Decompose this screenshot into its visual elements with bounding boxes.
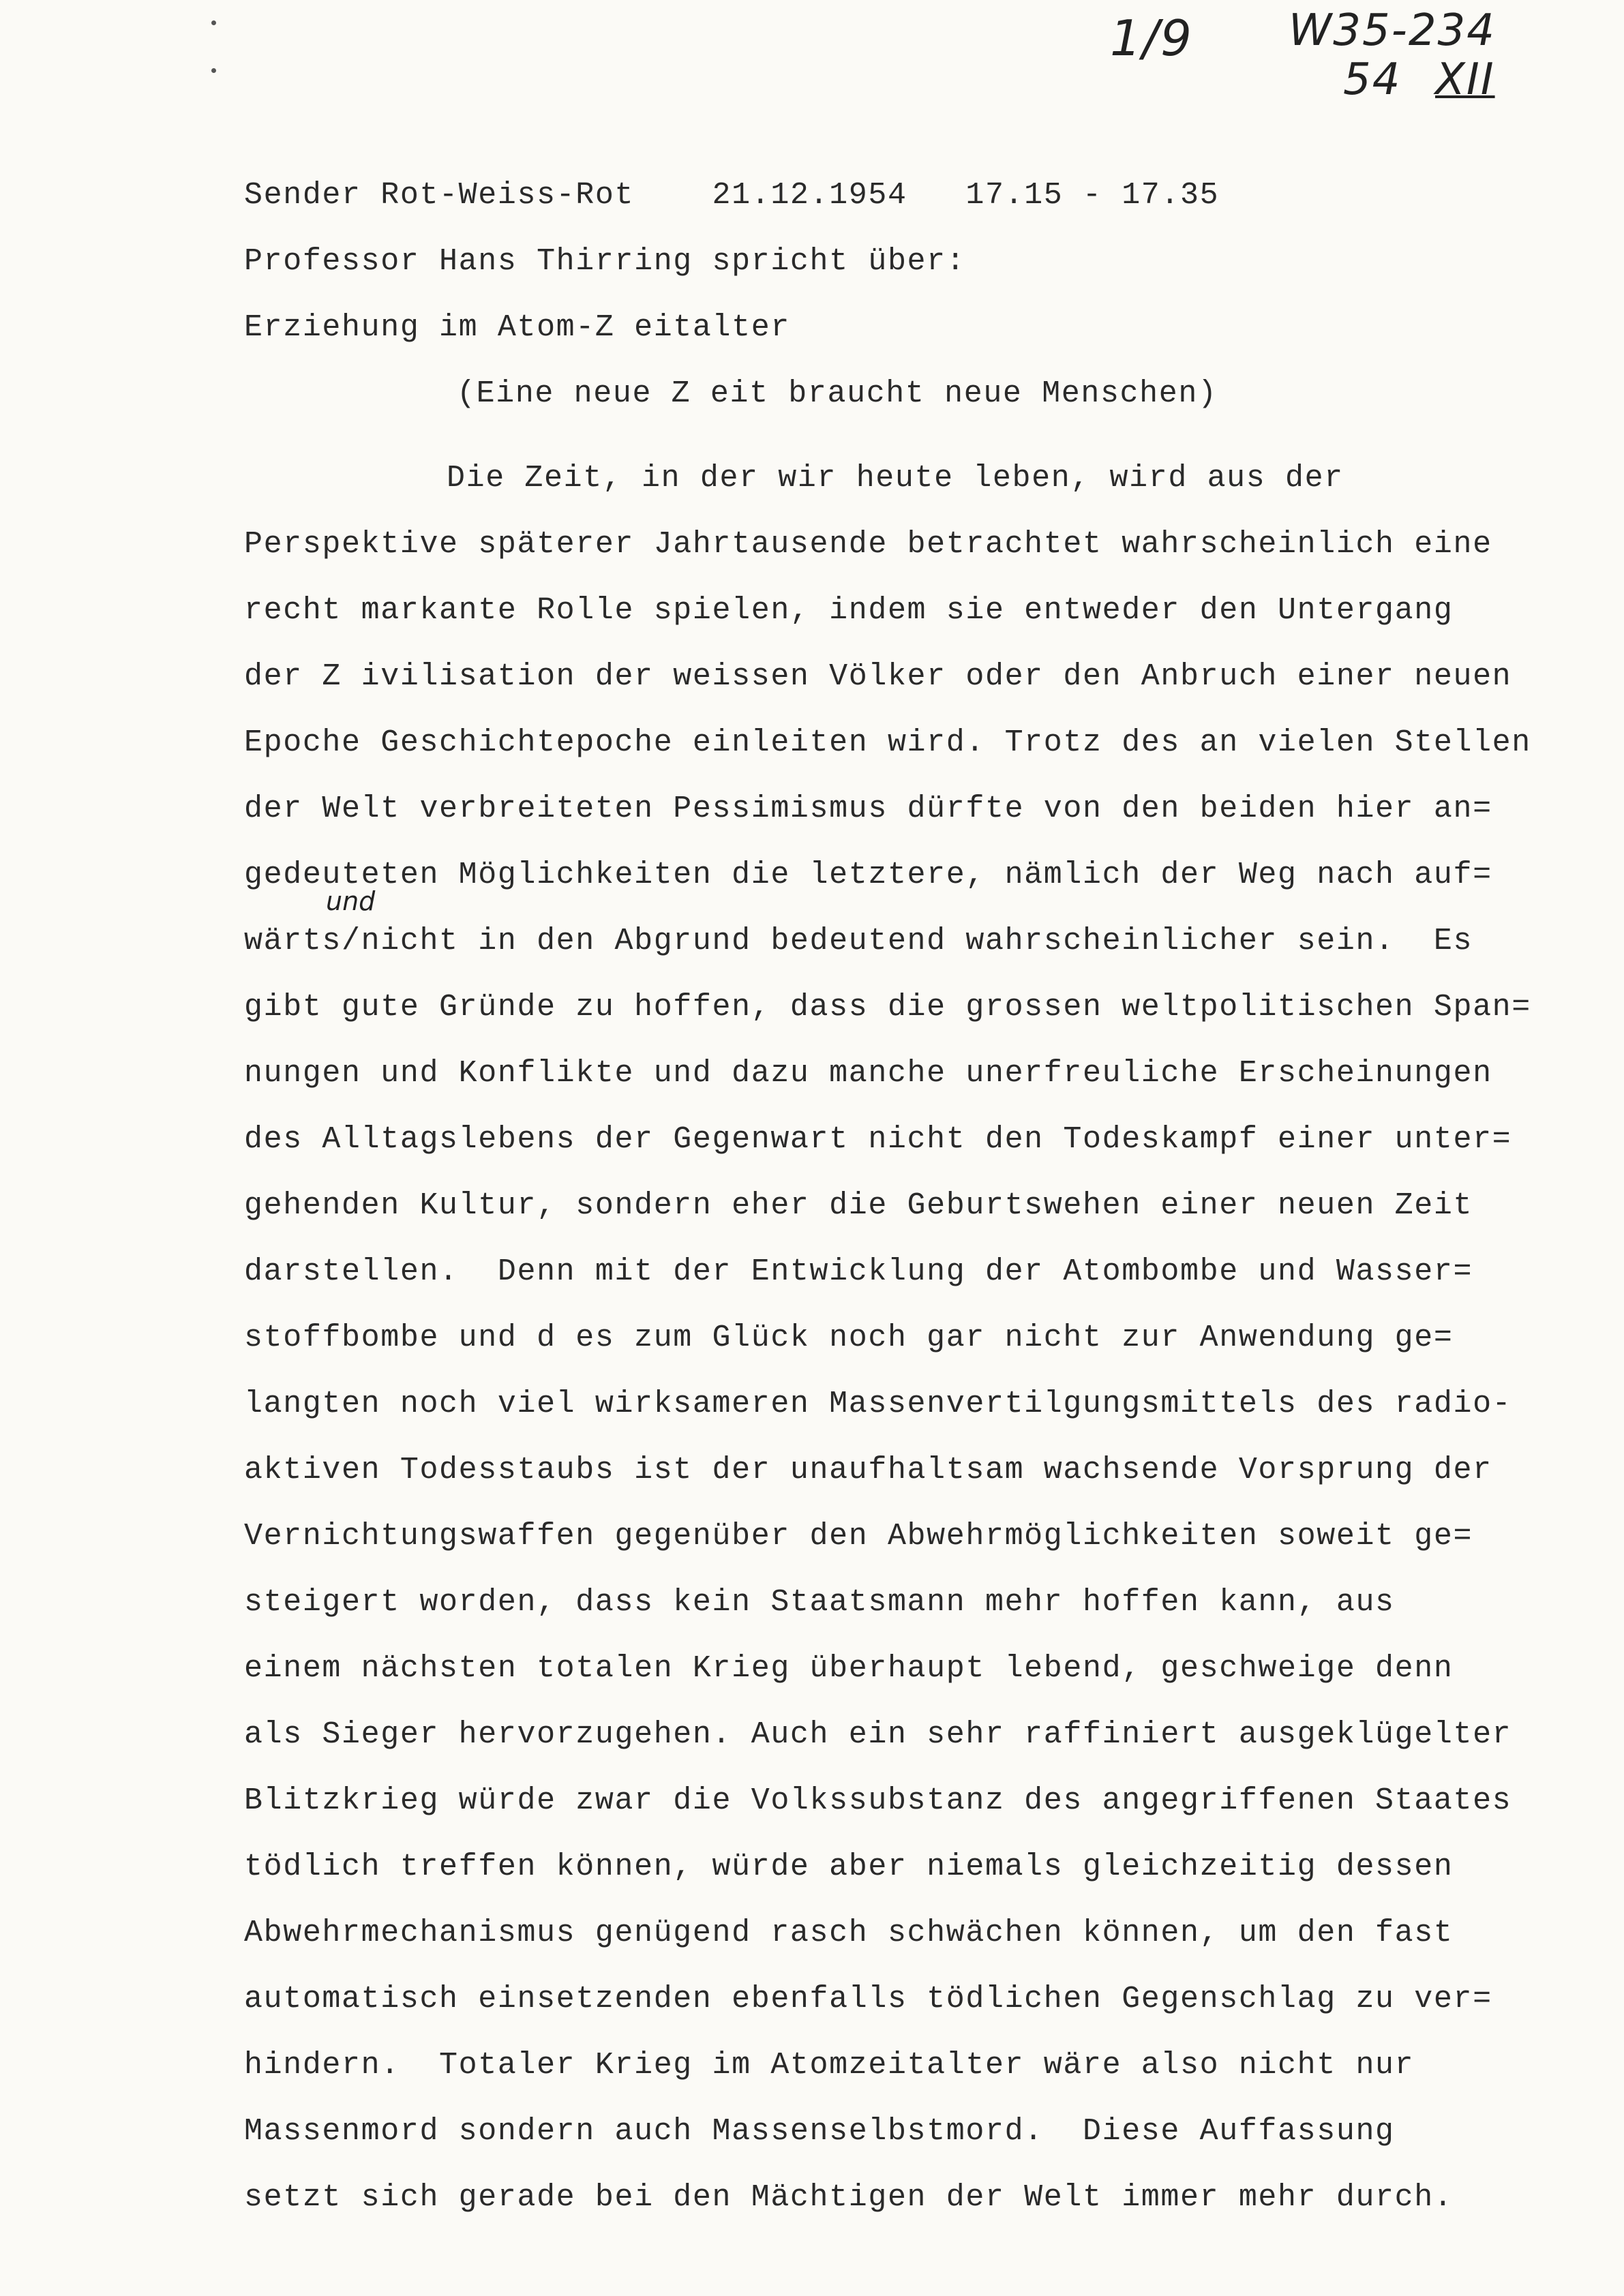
body-line: hindern. Totaler Krieg im Atomzeitalter wäre also nicht nur — [244, 2048, 1415, 2083]
body-line: gehenden Kultur, sondern eher die Geburtswehen einer neuen Zeit — [244, 1188, 1473, 1223]
body-line: der Welt verbreiteten Pessimismus dürfte von den beiden hier an= — [244, 791, 1492, 826]
margin-dot-top — [211, 20, 216, 25]
body-line: des Alltagslebens der Gegenwart nicht den Todeskampf einer unter= — [244, 1122, 1512, 1157]
handwritten-page-marker: 1/9 — [1110, 10, 1193, 67]
body-line: Vernichtungswaffen gegenüber den Abwehrmöglichkeiten soweit ge= — [244, 1519, 1473, 1554]
body-line: Abwehrmechanismus genügend rasch schwächen können, um den fast — [244, 1916, 1454, 1950]
handwritten-archive-sub-left: 54 — [1343, 55, 1402, 105]
margin-dot-lower — [211, 68, 216, 73]
body-line: darstellen. Denn mit der Entwicklung der Atombombe und Wasser= — [244, 1254, 1473, 1289]
body-line: setzt sich gerade bei den Mächtigen der Welt immer mehr durch. — [244, 2180, 1454, 2215]
body-line: Blitzkrieg würde zwar die Volkssubstanz des angegriffenen Staates — [244, 1783, 1512, 1818]
body-line: langten noch viel wirksameren Massenvertilgungsmittels des radio- — [244, 1387, 1512, 1421]
body-line: Massenmord sondern auch Massenselbstmord. Diese Auffassung — [244, 2114, 1395, 2149]
header-title-line: Erziehung im Atom-Z eitalter — [244, 310, 790, 345]
handwritten-archive-ref: W35-234 — [1289, 5, 1496, 56]
body-line: gibt gute Gründe zu hoffen, dass die grossen weltpolitischen Span= — [244, 990, 1531, 1025]
body-line: automatisch einsetzenden ebenfalls tödlichen Gegenschlag zu ver= — [244, 1982, 1492, 2016]
body-line: Perspektive späterer Jahrtausende betrachtet wahrscheinlich eine — [244, 527, 1492, 562]
body-line: einem nächsten totalen Krieg überhaupt lebend, geschweige denn — [244, 1651, 1454, 1686]
body-line: steigert worden, dass kein Staatsmann mehr hoffen kann, aus — [244, 1585, 1395, 1620]
body-line: der Z ivilisation der weissen Völker oder den Anbruch einer neuen — [244, 659, 1512, 694]
handwritten-archive-sub-right: XII — [1435, 55, 1495, 105]
body-line: nungen und Konflikte und dazu manche unerfreuliche Erscheinungen — [244, 1056, 1492, 1091]
header-speaker-line: Professor Hans Thirring spricht über: — [244, 244, 966, 279]
body-line: stoffbombe und d es zum Glück noch gar nicht zur Anwendung ge= — [244, 1320, 1454, 1355]
handwritten-insert-word: und — [326, 886, 376, 916]
body-line: Die Zeit, in der wir heute leben, wird aus der — [447, 461, 1344, 496]
body-line: als Sieger hervorzugehen. Auch ein sehr raffiniert ausgeklügelter — [244, 1717, 1512, 1752]
body-line: wärts/nicht in den Abgrund bedeutend wahrscheinlicher sein. Es — [244, 924, 1473, 958]
header-subtitle-line: (Eine neue Z eit braucht neue Menschen) — [457, 376, 1218, 411]
body-line: aktiven Todesstaubs ist der unaufhaltsam wachsende Vorsprung der — [244, 1453, 1492, 1487]
body-line: gedeuteten Möglichkeiten die letztere, nämlich der Weg nach auf= — [244, 858, 1492, 892]
body-line: tödlich treffen können, würde aber niemals gleichzeitig dessen — [244, 1849, 1454, 1884]
body-line: Epoche Geschichtepoche einleiten wird. Trotz des an vielen Stellen — [244, 725, 1531, 760]
body-line: recht markante Rolle spielen, indem sie entweder den Untergang — [244, 593, 1454, 628]
header-broadcast-line: Sender Rot-Weiss-Rot 21.12.1954 17.15 - 17.35 — [244, 178, 1220, 213]
